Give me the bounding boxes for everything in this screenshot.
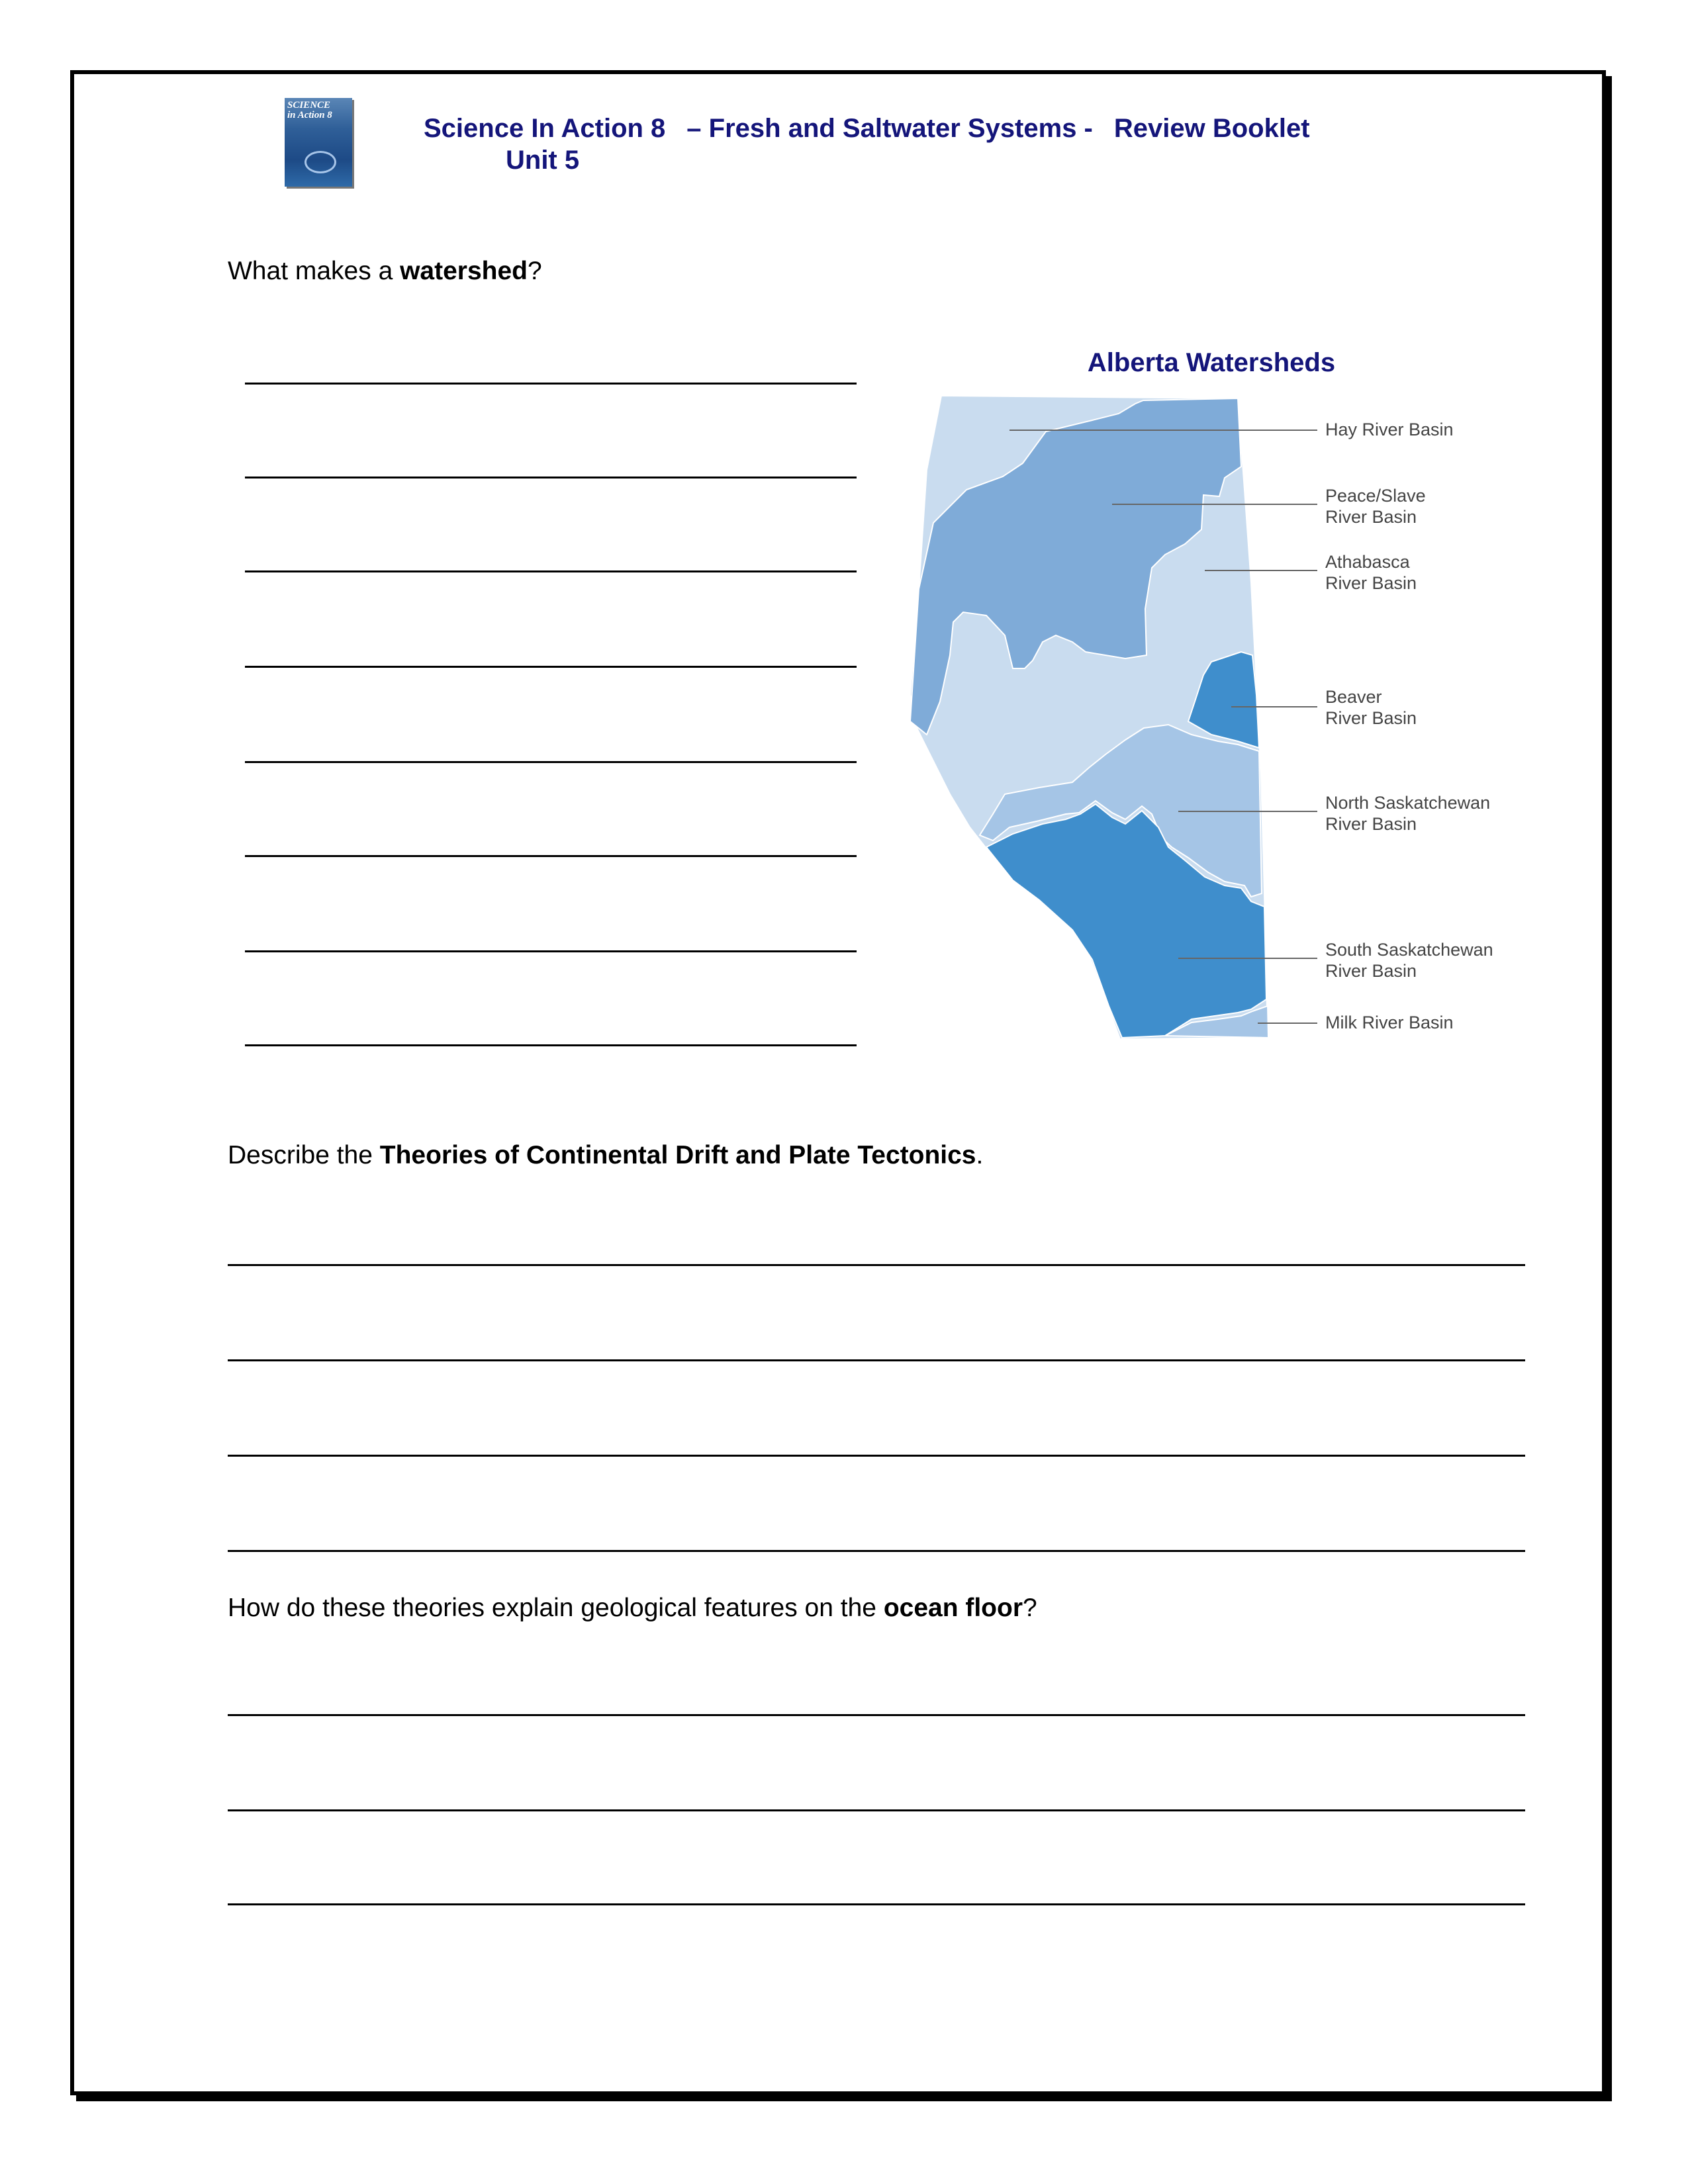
map-svg: [907, 390, 1536, 1052]
answer-line[interactable]: [245, 477, 857, 478]
answer-line[interactable]: [245, 1044, 857, 1046]
water-drop-icon: [305, 151, 336, 173]
label-peace-slave-line2: River Basin: [1325, 507, 1417, 527]
answer-line[interactable]: [228, 1455, 1525, 1457]
page-header: [424, 113, 1417, 176]
question-drift-prefix: Describe the: [228, 1141, 380, 1169]
header-subtitle: Unit 5: [506, 146, 580, 175]
label-beaver-line2: River Basin: [1325, 708, 1417, 728]
alberta-watersheds-map: [907, 390, 1536, 1052]
answer-line[interactable]: [245, 570, 857, 572]
answer-line[interactable]: [245, 950, 857, 952]
label-north-sask-line1: North Saskatchewan: [1325, 793, 1491, 813]
question-ocean-keyword: ocean floor: [883, 1594, 1023, 1622]
logo-text-line1: SCIENCE: [287, 100, 331, 111]
question-watershed-keyword: watershed: [400, 257, 528, 285]
answer-line[interactable]: [245, 855, 857, 857]
question-drift-suffix: .: [976, 1141, 984, 1169]
label-hay-river-basin: Hay River Basin: [1325, 420, 1454, 439]
logo-text-line2: in Action 8: [287, 110, 332, 120]
answer-line[interactable]: [228, 1714, 1525, 1716]
book-cover-logo: [285, 98, 352, 187]
map-title: Alberta Watersheds: [1087, 348, 1336, 377]
label-south-sask-line1: South Saskatchewan: [1325, 940, 1493, 960]
label-south-sask-line2: River Basin: [1325, 961, 1417, 981]
header-title-topic: – Fresh and Saltwater Systems -: [686, 114, 1093, 143]
answer-line[interactable]: [228, 1809, 1525, 1811]
header-title-course: Science In Action 8: [424, 114, 666, 143]
question-watershed-suffix: ?: [528, 257, 542, 285]
answer-line[interactable]: [245, 666, 857, 668]
answer-line[interactable]: [228, 1550, 1525, 1552]
question-continental-drift: [228, 1141, 983, 1170]
label-athabasca-line1: Athabasca: [1325, 552, 1410, 572]
question-ocean-suffix: ?: [1023, 1594, 1037, 1622]
header-title: [424, 113, 1417, 144]
label-peace-slave-line1: Peace/Slave: [1325, 486, 1426, 506]
label-athabasca-line2: River Basin: [1325, 573, 1417, 593]
label-north-sask-line2: River Basin: [1325, 814, 1417, 834]
answer-line[interactable]: [228, 1264, 1525, 1266]
logo-text: [287, 101, 350, 120]
label-milk-river-basin: Milk River Basin: [1325, 1013, 1454, 1032]
answer-line[interactable]: [245, 761, 857, 763]
header-title-booklet: Review Booklet: [1113, 114, 1310, 143]
label-beaver-line1: Beaver: [1325, 687, 1382, 707]
answer-line[interactable]: [245, 383, 857, 385]
question-drift-keyword: Theories of Continental Drift and Plate Tectonics: [379, 1141, 976, 1169]
question-watershed: [228, 257, 542, 286]
question-ocean-prefix: How do these theories explain geological features on the: [228, 1594, 884, 1622]
answer-line[interactable]: [228, 1359, 1525, 1361]
question-watershed-prefix: What makes a: [228, 257, 400, 285]
question-ocean-floor: [228, 1594, 1037, 1623]
answer-line[interactable]: [228, 1903, 1525, 1905]
